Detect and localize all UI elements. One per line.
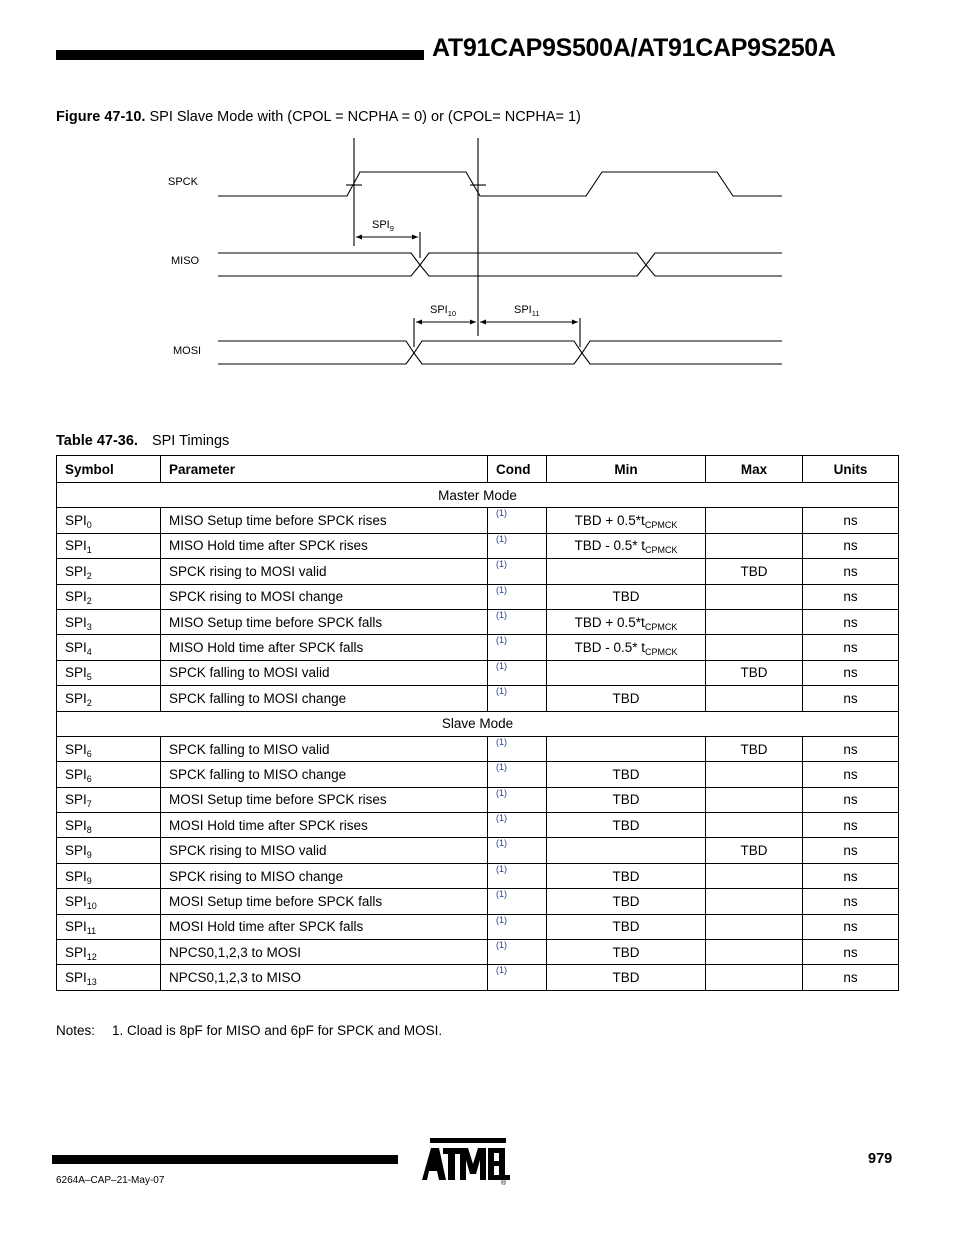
min-value: TBD + 0.5*t xyxy=(574,513,645,529)
registered-mark: ® xyxy=(501,1180,507,1186)
table-row xyxy=(57,914,899,939)
col-header-parameter: Parameter xyxy=(161,456,488,483)
cond-cell: (1) xyxy=(488,559,547,584)
parameter-cell: MOSI Hold time after SPCK rises xyxy=(161,813,488,838)
min-value: TBD xyxy=(612,766,640,782)
table-label: Table 47-36. xyxy=(56,433,138,449)
symbol-cell xyxy=(57,686,161,711)
min-cell xyxy=(547,838,706,863)
symbol-base: SPI xyxy=(65,665,87,681)
parameter-cell: MOSI Setup time before SPCK rises xyxy=(161,787,488,812)
parameter-cell: SPCK rising to MOSI change xyxy=(161,584,488,609)
max-cell xyxy=(706,787,803,812)
symbol-base: SPI xyxy=(65,893,87,909)
min-cell xyxy=(547,559,706,584)
max-cell: TBD xyxy=(706,559,803,584)
table-row xyxy=(57,559,899,584)
table-row xyxy=(57,686,899,711)
min-cell xyxy=(547,508,706,533)
cond-cell: (1) xyxy=(488,609,547,634)
mosi-waveform-bottom xyxy=(218,353,782,364)
max-cell xyxy=(706,584,803,609)
min-value: TBD xyxy=(612,919,640,935)
miso-waveform-top xyxy=(218,253,782,265)
max-cell: TBD xyxy=(706,838,803,863)
min-value: TBD xyxy=(612,792,640,808)
spi11-label: $SPI_{11}$ xyxy=(514,304,540,318)
mosi-label: MOSI xyxy=(173,345,202,357)
spi10-label: $SPI_{10}$ xyxy=(430,304,457,318)
section-row xyxy=(57,483,899,508)
max-cell xyxy=(706,889,803,914)
table-row xyxy=(57,635,899,660)
section-title: Slave Mode xyxy=(57,711,899,736)
max-cell xyxy=(706,508,803,533)
parameter-cell: MOSI Setup time before SPCK falls xyxy=(161,889,488,914)
units-cell: ns xyxy=(803,609,899,634)
min-cell xyxy=(547,914,706,939)
symbol-subscript: 9 xyxy=(86,850,92,861)
table-row xyxy=(57,838,899,863)
header-rule xyxy=(56,50,424,60)
table-row xyxy=(57,609,899,634)
spi-slave-timing-diagram xyxy=(150,130,800,375)
min-value: TBD xyxy=(612,970,640,986)
cond-cell: (1) xyxy=(488,533,547,558)
col-header-symbol: Symbol xyxy=(57,456,161,483)
table-row xyxy=(57,889,899,914)
page-number: 979 xyxy=(868,1151,893,1167)
cond-cell: (1) xyxy=(488,889,547,914)
parameter-cell: SPCK rising to MISO change xyxy=(161,863,488,888)
cond-cell: (1) xyxy=(488,686,547,711)
parameter-cell: SPCK rising to MISO valid xyxy=(161,838,488,863)
table-row xyxy=(57,863,899,888)
units-cell: ns xyxy=(803,635,899,660)
max-cell xyxy=(706,609,803,634)
col-header-cond: Cond xyxy=(488,456,547,483)
symbol-base: SPI xyxy=(65,970,87,986)
max-cell xyxy=(706,635,803,660)
symbol-cell xyxy=(57,787,161,812)
symbol-cell xyxy=(57,965,161,990)
parameter-cell: SPCK falling to MISO valid xyxy=(161,736,488,761)
symbol-cell xyxy=(57,914,161,939)
min-cell xyxy=(547,736,706,761)
cond-cell: (1) xyxy=(488,838,547,863)
symbol-cell xyxy=(57,584,161,609)
symbol-base: SPI xyxy=(65,614,87,630)
min-cell xyxy=(547,635,706,660)
max-cell xyxy=(706,686,803,711)
notes-label: Notes: xyxy=(56,1023,96,1038)
min-subscript: CPMCK xyxy=(644,520,678,531)
table-row xyxy=(57,813,899,838)
cond-cell: (1) xyxy=(488,762,547,787)
min-value: TBD xyxy=(612,868,640,884)
symbol-cell xyxy=(57,609,161,634)
min-value: TBD xyxy=(612,589,640,605)
parameter-cell: MISO Setup time before SPCK rises xyxy=(161,508,488,533)
figure-label: Figure 47-10. xyxy=(56,109,146,125)
symbol-subscript: 12 xyxy=(86,951,97,962)
symbol-base: SPI xyxy=(65,589,87,605)
parameter-cell: SPCK falling to MISO change xyxy=(161,762,488,787)
table-row xyxy=(57,584,899,609)
symbol-subscript: 7 xyxy=(86,799,92,810)
document-code: 6264A–CAP–21-May-07 xyxy=(56,1175,165,1186)
symbol-cell xyxy=(57,838,161,863)
parameter-cell: SPCK falling to MOSI valid xyxy=(161,660,488,685)
min-cell xyxy=(547,787,706,812)
cond-cell: (1) xyxy=(488,914,547,939)
footer-rule xyxy=(52,1155,398,1164)
min-cell xyxy=(547,813,706,838)
symbol-subscript: 5 xyxy=(86,672,92,683)
cond-cell: (1) xyxy=(488,863,547,888)
max-cell xyxy=(706,533,803,558)
symbol-subscript: 10 xyxy=(86,900,97,911)
parameter-cell: MISO Setup time before SPCK falls xyxy=(161,609,488,634)
symbol-subscript: 2 xyxy=(86,596,92,607)
symbol-cell xyxy=(57,635,161,660)
table-row xyxy=(57,787,899,812)
cond-cell: (1) xyxy=(488,660,547,685)
units-cell: ns xyxy=(803,762,899,787)
table-row xyxy=(57,660,899,685)
figure-caption xyxy=(56,109,581,125)
cond-cell: (1) xyxy=(488,635,547,660)
symbol-subscript: 9 xyxy=(86,875,92,886)
symbol-cell xyxy=(57,940,161,965)
min-value: TBD - 0.5* t xyxy=(574,640,645,656)
symbol-base: SPI xyxy=(65,843,87,859)
max-cell xyxy=(706,762,803,787)
units-cell: ns xyxy=(803,965,899,990)
min-cell xyxy=(547,863,706,888)
table-row xyxy=(57,736,899,761)
table-caption xyxy=(56,433,229,449)
symbol-base: SPI xyxy=(65,817,87,833)
min-subscript: CPMCK xyxy=(645,647,678,658)
symbol-base: SPI xyxy=(65,919,87,935)
section-title: Master Mode xyxy=(57,483,899,508)
spi-timings-table xyxy=(56,455,899,991)
units-cell: ns xyxy=(803,838,899,863)
symbol-cell xyxy=(57,508,161,533)
symbol-base: SPI xyxy=(65,944,87,960)
units-cell: ns xyxy=(803,787,899,812)
min-subscript: CPMCK xyxy=(644,621,678,632)
section-row xyxy=(57,711,899,736)
spck-waveform xyxy=(218,172,782,196)
parameter-cell: MISO Hold time after SPCK rises xyxy=(161,533,488,558)
symbol-base: SPI xyxy=(65,690,87,706)
parameter-cell: MOSI Hold time after SPCK falls xyxy=(161,914,488,939)
max-cell xyxy=(706,940,803,965)
symbol-base: SPI xyxy=(65,792,87,808)
table-row xyxy=(57,940,899,965)
min-cell xyxy=(547,940,706,965)
symbol-subscript: 6 xyxy=(86,748,92,759)
table-header-row xyxy=(57,456,899,483)
col-header-min: Min xyxy=(547,456,706,483)
min-cell xyxy=(547,584,706,609)
min-cell xyxy=(547,660,706,685)
units-cell: ns xyxy=(803,813,899,838)
units-cell: ns xyxy=(803,584,899,609)
max-cell: TBD xyxy=(706,736,803,761)
cond-cell: (1) xyxy=(488,787,547,812)
symbol-subscript: 2 xyxy=(86,570,92,581)
cond-cell: (1) xyxy=(488,940,547,965)
min-value: TBD xyxy=(612,817,640,833)
table-caption-text: SPI Timings xyxy=(151,433,230,449)
max-cell xyxy=(706,813,803,838)
cond-cell: (1) xyxy=(488,508,547,533)
units-cell: ns xyxy=(803,559,899,584)
units-cell: ns xyxy=(803,533,899,558)
symbol-subscript: 2 xyxy=(86,697,92,708)
table-row xyxy=(57,965,899,990)
symbol-cell xyxy=(57,660,161,685)
document-title: AT91CAP9S500A/AT91CAP9S250A xyxy=(432,34,836,62)
min-cell xyxy=(547,609,706,634)
symbol-subscript: 6 xyxy=(86,773,92,784)
units-cell: ns xyxy=(803,736,899,761)
cond-cell: (1) xyxy=(488,736,547,761)
min-cell xyxy=(547,965,706,990)
min-value: TBD xyxy=(612,690,640,706)
symbol-cell xyxy=(57,559,161,584)
symbol-cell xyxy=(57,533,161,558)
units-cell: ns xyxy=(803,889,899,914)
units-cell: ns xyxy=(803,914,899,939)
min-cell xyxy=(547,686,706,711)
symbol-base: SPI xyxy=(65,741,87,757)
cond-cell: (1) xyxy=(488,584,547,609)
note-item: 1. Cload is 8pF for MISO and 6pF for SPCK and MOSI. xyxy=(112,1023,443,1038)
max-cell xyxy=(706,914,803,939)
symbol-subscript: 13 xyxy=(86,977,97,988)
symbol-subscript: 0 xyxy=(86,520,92,531)
symbol-cell xyxy=(57,863,161,888)
min-value: TBD xyxy=(612,944,640,960)
symbol-base: SPI xyxy=(65,538,87,554)
symbol-subscript: 1 xyxy=(86,545,92,556)
table-row xyxy=(57,508,899,533)
symbol-subscript: 8 xyxy=(86,824,92,835)
symbol-subscript: 11 xyxy=(86,926,97,937)
max-cell xyxy=(706,863,803,888)
parameter-cell: SPCK rising to MOSI valid xyxy=(161,559,488,584)
units-cell: ns xyxy=(803,660,899,685)
min-value: TBD xyxy=(612,893,640,909)
max-cell xyxy=(706,965,803,990)
units-cell: ns xyxy=(803,940,899,965)
symbol-cell xyxy=(57,813,161,838)
miso-waveform-bottom xyxy=(218,265,782,276)
atmel-logo xyxy=(410,1136,510,1186)
parameter-cell: NPCS0,1,2,3 to MOSI xyxy=(161,940,488,965)
symbol-base: SPI xyxy=(65,563,87,579)
miso-label: MISO xyxy=(171,255,200,267)
spi9-label: $SPI_9$ xyxy=(372,219,394,233)
cond-cell: (1) xyxy=(488,813,547,838)
min-value: TBD - 0.5* t xyxy=(574,538,645,554)
symbol-base: SPI xyxy=(65,868,87,884)
symbol-cell xyxy=(57,736,161,761)
parameter-cell: SPCK falling to MOSI change xyxy=(161,686,488,711)
symbol-subscript: 3 xyxy=(86,621,92,632)
figure-caption-text: SPI Slave Mode with (CPOL = NCPHA = 0) or (CPOL= NCPHA= 1) xyxy=(149,109,581,125)
symbol-subscript: 4 xyxy=(86,647,92,658)
min-cell xyxy=(547,533,706,558)
symbol-cell xyxy=(57,889,161,914)
mosi-waveform-top xyxy=(218,341,782,353)
max-cell: TBD xyxy=(706,660,803,685)
min-cell xyxy=(547,889,706,914)
spck-label: SPCK xyxy=(168,176,198,188)
min-value: TBD + 0.5*t xyxy=(574,614,645,630)
parameter-cell: MISO Hold time after SPCK falls xyxy=(161,635,488,660)
symbol-base: SPI xyxy=(65,766,87,782)
units-cell: ns xyxy=(803,686,899,711)
units-cell: ns xyxy=(803,508,899,533)
table-row xyxy=(57,762,899,787)
symbol-base: SPI xyxy=(65,640,87,656)
min-cell xyxy=(547,762,706,787)
symbol-base: SPI xyxy=(65,513,87,529)
symbol-cell xyxy=(57,762,161,787)
col-header-units: Units xyxy=(803,456,899,483)
min-subscript: CPMCK xyxy=(645,545,678,556)
table-notes xyxy=(56,1023,442,1038)
cond-cell: (1) xyxy=(488,965,547,990)
parameter-cell: NPCS0,1,2,3 to MISO xyxy=(161,965,488,990)
units-cell: ns xyxy=(803,863,899,888)
col-header-max: Max xyxy=(706,456,803,483)
table-row xyxy=(57,533,899,558)
